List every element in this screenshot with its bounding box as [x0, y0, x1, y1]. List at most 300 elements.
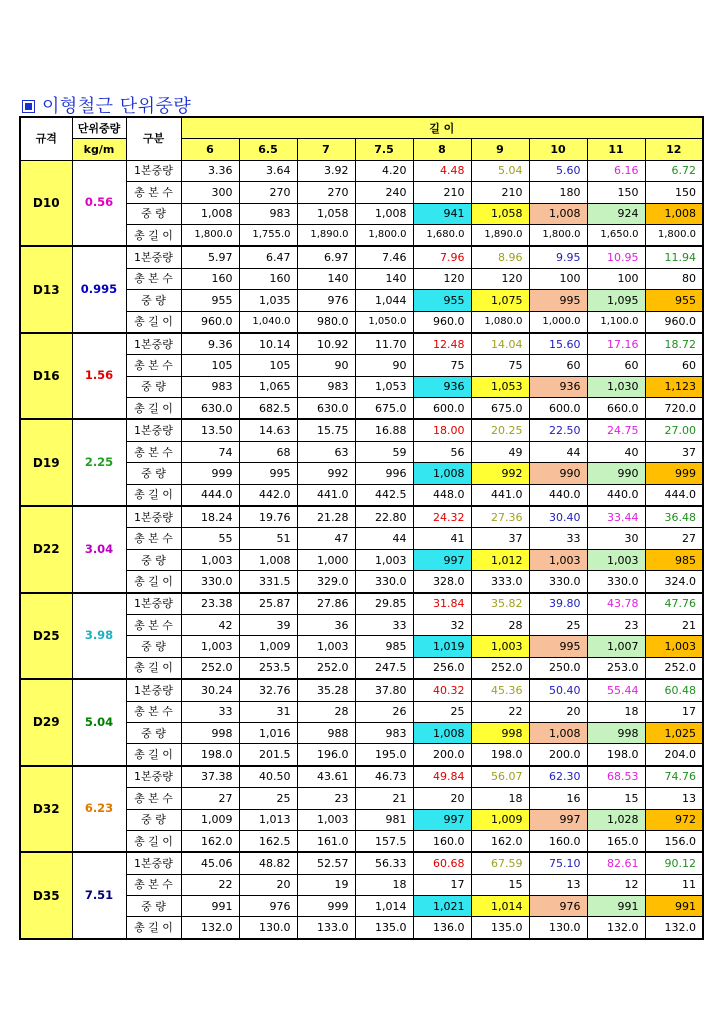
cell-total: 253.0 [587, 657, 645, 679]
cell-mass: 1,008 [529, 722, 587, 743]
cell-mass: 991 [645, 896, 703, 917]
cell-mass: 1,021 [413, 896, 471, 917]
table-row [20, 852, 703, 874]
cell-mass: 991 [181, 896, 239, 917]
cell-total: 1,800.0 [645, 224, 703, 246]
cell-count: 18 [471, 788, 529, 809]
cell-per: 43.61 [297, 766, 355, 788]
cell-mass: 1,019 [413, 636, 471, 657]
row-label: 중 량 [126, 636, 181, 657]
cell-count: 44 [355, 528, 413, 549]
row-label: 중 량 [126, 290, 181, 311]
cell-per: 18.72 [645, 333, 703, 355]
row-label: 1본중량 [126, 593, 181, 615]
length-col: 6.5 [239, 139, 297, 160]
cell-mass: 955 [645, 290, 703, 311]
cell-per: 6.16 [587, 160, 645, 181]
unit-weight-value: 0.56 [72, 160, 126, 246]
cell-mass: 1,003 [587, 549, 645, 570]
cell-count: 12 [587, 874, 645, 895]
cell-per: 14.04 [471, 333, 529, 355]
cell-mass: 1,009 [181, 809, 239, 830]
cell-count: 140 [297, 268, 355, 289]
cell-per: 15.75 [297, 419, 355, 441]
length-col: 11 [587, 139, 645, 160]
cell-count: 90 [297, 355, 355, 376]
cell-count: 25 [413, 701, 471, 722]
cell-per: 11.70 [355, 333, 413, 355]
cell-mass: 985 [355, 636, 413, 657]
rebar-spec: D19 [20, 419, 72, 506]
cell-total: 132.0 [587, 917, 645, 939]
cell-total: 660.0 [587, 398, 645, 420]
cell-total: 441.0 [297, 484, 355, 506]
cell-count: 15 [587, 788, 645, 809]
cell-per: 5.60 [529, 160, 587, 181]
cell-per: 62.30 [529, 766, 587, 788]
cell-mass: 924 [587, 203, 645, 224]
row-label: 총 길 이 [126, 744, 181, 766]
cell-count: 27 [181, 788, 239, 809]
row-label: 1본중량 [126, 852, 181, 874]
cell-mass: 1,008 [413, 463, 471, 484]
cell-total: 1,080.0 [471, 311, 529, 333]
cell-per: 27.00 [645, 419, 703, 441]
cell-count: 100 [587, 268, 645, 289]
unit-weight-value: 6.23 [72, 766, 126, 853]
cell-count: 80 [645, 268, 703, 289]
row-label: 총 본 수 [126, 874, 181, 895]
cell-mass: 1,013 [239, 809, 297, 830]
cell-total: 198.0 [471, 744, 529, 766]
cell-per: 27.36 [471, 506, 529, 528]
cell-total: 160.0 [529, 830, 587, 852]
row-label: 총 길 이 [126, 571, 181, 593]
page-title [22, 92, 191, 118]
cell-total: 204.0 [645, 744, 703, 766]
cell-per: 39.80 [529, 593, 587, 615]
cell-total: 980.0 [297, 311, 355, 333]
cell-count: 75 [471, 355, 529, 376]
cell-per: 52.57 [297, 852, 355, 874]
cell-total: 1,680.0 [413, 224, 471, 246]
row-label: 1본중량 [126, 679, 181, 701]
cell-count: 23 [297, 788, 355, 809]
row-label: 총 길 이 [126, 917, 181, 939]
cell-per: 12.48 [413, 333, 471, 355]
cell-count: 51 [239, 528, 297, 549]
cell-count: 60 [529, 355, 587, 376]
cell-count: 18 [587, 701, 645, 722]
cell-mass: 1,095 [587, 290, 645, 311]
cell-mass: 1,003 [529, 549, 587, 570]
cell-count: 16 [529, 788, 587, 809]
row-label: 총 본 수 [126, 528, 181, 549]
cell-mass: 996 [355, 463, 413, 484]
cell-per: 48.82 [239, 852, 297, 874]
cell-count: 240 [355, 182, 413, 203]
cell-per: 9.95 [529, 246, 587, 268]
cell-mass: 999 [181, 463, 239, 484]
cell-count: 23 [587, 614, 645, 635]
table-row [20, 679, 703, 701]
cell-mass: 998 [587, 722, 645, 743]
cell-count: 60 [645, 355, 703, 376]
cell-total: 440.0 [529, 484, 587, 506]
cell-total: 162.0 [181, 830, 239, 852]
cell-mass: 1,008 [239, 549, 297, 570]
cell-per: 30.24 [181, 679, 239, 701]
cell-total: 252.0 [297, 657, 355, 679]
cell-total: 130.0 [239, 917, 297, 939]
cell-mass: 1,003 [181, 549, 239, 570]
cell-mass: 983 [355, 722, 413, 743]
cell-per: 82.61 [587, 852, 645, 874]
cell-total: 198.0 [181, 744, 239, 766]
cell-total: 442.5 [355, 484, 413, 506]
cell-per: 10.92 [297, 333, 355, 355]
unit-weight-value: 3.04 [72, 506, 126, 593]
row-label: 총 본 수 [126, 355, 181, 376]
cell-mass: 1,012 [471, 549, 529, 570]
cell-per: 17.16 [587, 333, 645, 355]
cell-count: 27 [645, 528, 703, 549]
length-col: 7 [297, 139, 355, 160]
row-label: 총 본 수 [126, 701, 181, 722]
header-length: 길 이 [181, 117, 703, 139]
length-col: 9 [471, 139, 529, 160]
row-label: 총 길 이 [126, 311, 181, 333]
cell-total: 160.0 [413, 830, 471, 852]
cell-mass: 976 [297, 290, 355, 311]
cell-mass: 1,044 [355, 290, 413, 311]
cell-mass: 976 [239, 896, 297, 917]
length-col: 7.5 [355, 139, 413, 160]
cell-per: 74.76 [645, 766, 703, 788]
table-body [20, 160, 703, 939]
cell-per: 3.92 [297, 160, 355, 181]
cell-mass: 955 [181, 290, 239, 311]
cell-count: 22 [181, 874, 239, 895]
cell-per: 21.28 [297, 506, 355, 528]
cell-total: 442.0 [239, 484, 297, 506]
cell-mass: 1,008 [529, 203, 587, 224]
table-row [20, 506, 703, 528]
cell-mass: 998 [181, 722, 239, 743]
cell-total: 135.0 [471, 917, 529, 939]
row-label: 중 량 [126, 896, 181, 917]
cell-count: 120 [413, 268, 471, 289]
cell-count: 32 [413, 614, 471, 635]
cell-total: 330.0 [529, 571, 587, 593]
cell-count: 160 [239, 268, 297, 289]
cell-total: 441.0 [471, 484, 529, 506]
cell-count: 180 [529, 182, 587, 203]
row-label: 중 량 [126, 203, 181, 224]
cell-count: 60 [587, 355, 645, 376]
cell-per: 29.85 [355, 593, 413, 615]
cell-total: 252.0 [645, 657, 703, 679]
rebar-spec: D22 [20, 506, 72, 593]
cell-per: 50.40 [529, 679, 587, 701]
cell-total: 1,100.0 [587, 311, 645, 333]
cell-mass: 1,014 [355, 896, 413, 917]
cell-total: 250.0 [529, 657, 587, 679]
cell-count: 150 [587, 182, 645, 203]
cell-total: 960.0 [181, 311, 239, 333]
cell-total: 600.0 [529, 398, 587, 420]
cell-per: 3.36 [181, 160, 239, 181]
cell-total: 162.5 [239, 830, 297, 852]
cell-count: 17 [413, 874, 471, 895]
cell-mass: 995 [529, 290, 587, 311]
cell-mass: 1,003 [181, 636, 239, 657]
cell-total: 1,800.0 [529, 224, 587, 246]
cell-per: 11.94 [645, 246, 703, 268]
cell-per: 56.07 [471, 766, 529, 788]
cell-per: 32.76 [239, 679, 297, 701]
cell-total: 1,755.0 [239, 224, 297, 246]
cell-mass: 1,000 [297, 549, 355, 570]
cell-total: 1,000.0 [529, 311, 587, 333]
cell-total: 162.0 [471, 830, 529, 852]
cell-total: 133.0 [297, 917, 355, 939]
cell-total: 200.0 [413, 744, 471, 766]
cell-mass: 1,058 [471, 203, 529, 224]
table-row [20, 593, 703, 615]
cell-count: 44 [529, 441, 587, 462]
cell-per: 23.38 [181, 593, 239, 615]
row-label: 1본중량 [126, 506, 181, 528]
table-row [20, 766, 703, 788]
cell-total: 330.0 [355, 571, 413, 593]
cell-total: 161.0 [297, 830, 355, 852]
cell-mass: 1,009 [239, 636, 297, 657]
cell-mass: 991 [587, 896, 645, 917]
cell-total: 135.0 [355, 917, 413, 939]
cell-per: 6.47 [239, 246, 297, 268]
cell-mass: 1,053 [471, 376, 529, 397]
row-label: 중 량 [126, 722, 181, 743]
cell-mass: 1,008 [645, 203, 703, 224]
header-spec: 규격 [20, 117, 72, 160]
cell-count: 11 [645, 874, 703, 895]
cell-per: 90.12 [645, 852, 703, 874]
cell-per: 22.50 [529, 419, 587, 441]
header-row-2 [20, 139, 703, 160]
cell-total: 330.0 [181, 571, 239, 593]
cell-count: 49 [471, 441, 529, 462]
cell-count: 15 [471, 874, 529, 895]
row-label: 총 길 이 [126, 830, 181, 852]
cell-per: 27.86 [297, 593, 355, 615]
cell-total: 328.0 [413, 571, 471, 593]
cell-count: 105 [181, 355, 239, 376]
cell-per: 6.72 [645, 160, 703, 181]
cell-count: 33 [355, 614, 413, 635]
cell-count: 21 [645, 614, 703, 635]
rebar-spec: D29 [20, 679, 72, 766]
cell-mass: 1,009 [471, 809, 529, 830]
row-label: 1본중량 [126, 419, 181, 441]
row-label: 중 량 [126, 463, 181, 484]
header-category: 구분 [126, 117, 181, 160]
length-col: 12 [645, 139, 703, 160]
cell-count: 20 [529, 701, 587, 722]
cell-per: 18.00 [413, 419, 471, 441]
cell-total: 252.0 [471, 657, 529, 679]
cell-count: 270 [239, 182, 297, 203]
cell-mass: 1,007 [587, 636, 645, 657]
unit-weight-value: 5.04 [72, 679, 126, 766]
cell-total: 198.0 [587, 744, 645, 766]
cell-count: 105 [239, 355, 297, 376]
row-label: 총 본 수 [126, 441, 181, 462]
cell-mass: 1,030 [587, 376, 645, 397]
cell-count: 28 [471, 614, 529, 635]
cell-per: 19.76 [239, 506, 297, 528]
row-label: 중 량 [126, 809, 181, 830]
cell-mass: 992 [471, 463, 529, 484]
cell-per: 45.36 [471, 679, 529, 701]
cell-count: 74 [181, 441, 239, 462]
cell-count: 47 [297, 528, 355, 549]
cell-count: 56 [413, 441, 471, 462]
cell-mass: 999 [297, 896, 355, 917]
cell-total: 331.5 [239, 571, 297, 593]
cell-count: 160 [181, 268, 239, 289]
cell-total: 157.5 [355, 830, 413, 852]
cell-count: 33 [529, 528, 587, 549]
cell-per: 37.38 [181, 766, 239, 788]
cell-per: 13.50 [181, 419, 239, 441]
cell-per: 40.32 [413, 679, 471, 701]
cell-mass: 997 [529, 809, 587, 830]
cell-count: 20 [413, 788, 471, 809]
cell-mass: 1,003 [297, 636, 355, 657]
cell-count: 55 [181, 528, 239, 549]
cell-total: 1,800.0 [181, 224, 239, 246]
cell-total: 1,890.0 [471, 224, 529, 246]
cell-total: 329.0 [297, 571, 355, 593]
cell-per: 9.36 [181, 333, 239, 355]
cell-mass: 1,003 [645, 636, 703, 657]
header-unit-weight: 단위중량 [72, 117, 126, 139]
cell-per: 47.76 [645, 593, 703, 615]
row-label: 총 본 수 [126, 788, 181, 809]
cell-per: 33.44 [587, 506, 645, 528]
cell-total: 132.0 [645, 917, 703, 939]
cell-count: 41 [413, 528, 471, 549]
row-label: 1본중량 [126, 160, 181, 181]
cell-per: 36.48 [645, 506, 703, 528]
cell-mass: 1,065 [239, 376, 297, 397]
cell-mass: 1,008 [181, 203, 239, 224]
cell-mass: 1,008 [413, 722, 471, 743]
rebar-weight-table [19, 116, 704, 940]
rebar-spec: D13 [20, 246, 72, 333]
cell-total: 252.0 [181, 657, 239, 679]
cell-count: 40 [587, 441, 645, 462]
cell-total: 444.0 [645, 484, 703, 506]
cell-mass: 955 [413, 290, 471, 311]
cell-per: 5.97 [181, 246, 239, 268]
cell-per: 20.25 [471, 419, 529, 441]
cell-count: 59 [355, 441, 413, 462]
cell-per: 22.80 [355, 506, 413, 528]
cell-count: 13 [529, 874, 587, 895]
unit-weight-value: 0.995 [72, 246, 126, 333]
table-row [20, 160, 703, 181]
cell-total: 1,800.0 [355, 224, 413, 246]
cell-per: 37.80 [355, 679, 413, 701]
length-col: 8 [413, 139, 471, 160]
row-label: 총 길 이 [126, 484, 181, 506]
page-title-text: 이형철근 단위중량 [42, 96, 192, 117]
cell-per: 10.95 [587, 246, 645, 268]
cell-total: 444.0 [181, 484, 239, 506]
cell-per: 15.60 [529, 333, 587, 355]
cell-mass: 1,123 [645, 376, 703, 397]
cell-count: 210 [413, 182, 471, 203]
cell-total: 130.0 [529, 917, 587, 939]
cell-per: 4.48 [413, 160, 471, 181]
cell-per: 16.88 [355, 419, 413, 441]
cell-count: 100 [529, 268, 587, 289]
cell-per: 18.24 [181, 506, 239, 528]
cell-total: 1,890.0 [297, 224, 355, 246]
cell-total: 196.0 [297, 744, 355, 766]
cell-total: 165.0 [587, 830, 645, 852]
cell-mass: 1,014 [471, 896, 529, 917]
cell-per: 46.73 [355, 766, 413, 788]
rebar-spec: D16 [20, 333, 72, 420]
cell-total: 675.0 [355, 398, 413, 420]
cell-per: 7.46 [355, 246, 413, 268]
cell-per: 35.28 [297, 679, 355, 701]
cell-mass: 988 [297, 722, 355, 743]
row-label: 총 길 이 [126, 398, 181, 420]
cell-mass: 999 [645, 463, 703, 484]
cell-count: 13 [645, 788, 703, 809]
cell-total: 448.0 [413, 484, 471, 506]
cell-mass: 995 [239, 463, 297, 484]
cell-count: 39 [239, 614, 297, 635]
rebar-spec: D25 [20, 593, 72, 680]
cell-mass: 997 [413, 809, 471, 830]
cell-per: 40.50 [239, 766, 297, 788]
cell-mass: 992 [297, 463, 355, 484]
cell-count: 25 [529, 614, 587, 635]
cell-per: 5.04 [471, 160, 529, 181]
cell-total: 333.0 [471, 571, 529, 593]
cell-per: 10.14 [239, 333, 297, 355]
cell-per: 3.64 [239, 160, 297, 181]
cell-total: 136.0 [413, 917, 471, 939]
length-col: 6 [181, 139, 239, 160]
cell-count: 33 [181, 701, 239, 722]
cell-total: 201.5 [239, 744, 297, 766]
cell-per: 30.40 [529, 506, 587, 528]
cell-count: 68 [239, 441, 297, 462]
cell-total: 253.5 [239, 657, 297, 679]
cell-total: 195.0 [355, 744, 413, 766]
cell-total: 960.0 [645, 311, 703, 333]
cell-per: 31.84 [413, 593, 471, 615]
cell-count: 300 [181, 182, 239, 203]
table-row [20, 419, 703, 441]
cell-mass: 983 [239, 203, 297, 224]
